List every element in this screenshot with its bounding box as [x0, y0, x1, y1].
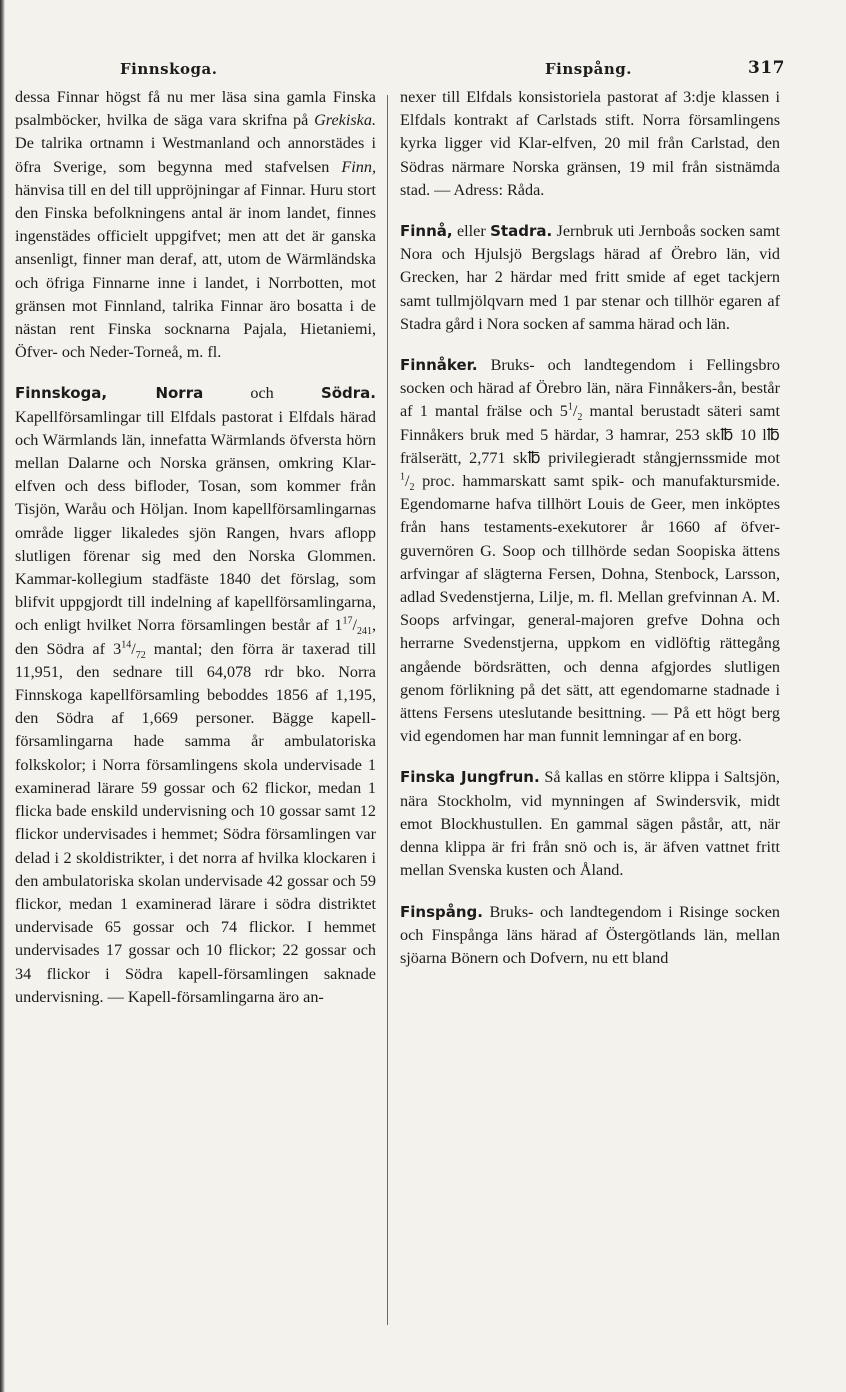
- running-head-right: Finspång.: [545, 60, 633, 78]
- entry-heading: Stadra.: [490, 222, 553, 241]
- entry-finspang: Finspång. Bruks- och landtegendom i Risinge socken och Finspånga läns härad af Östergötlands län, mellan sjöarna Bönern och Dofvern, nu ett bland: [400, 902, 780, 967]
- paragraph-finnar: dessa Finnar högst få nu mer läsa sina gamla Finska psalmböcker, hvilka de säga vara skrifna på Grekiska. De talrika ortnamn i Westmanland och annorstädes i öfra Sverige, som begynna med stafvelsen Finn, hänvisa till en del till uppröjningar af Finnar. Huru stort den Finska befolkningens antal är inom landet, finnes ingenstädes officielt uppgifvet; men att det är ganska ansenligt, finner man deraf, att, utom de Wärmländska och öfriga Finnarne inne i landet, i Norrbotten, mot gränsen mot Finnland, talrika Finnar äro bosatta i de nästan rent Finska socknarna Pajala, Hietaniemi, Öfver- och Neder-Torneå, m. fl.: [15, 88, 376, 362]
- entry-heading: Södra.: [320, 384, 377, 403]
- column-divider: [387, 95, 388, 1325]
- entry-finna: Finnå, eller Stadra. Jernbruk uti Jernboås socken samt Nora och Hjulsjö Bergslags härad af Örebro län, vid Grecken, har 2 härdar med fritt smide af eget tackjern samt tullmjölqvarn med 1 par stenar och tillhör egaren af Stadra gård i Nora socken af samma härad och län.: [400, 222, 780, 333]
- page-number: 317: [748, 58, 785, 78]
- entry-heading: Finnåker.: [400, 356, 478, 375]
- entry-heading: Finnå,: [400, 222, 453, 241]
- left-column: [15, 86, 376, 1009]
- right-column: [400, 86, 780, 970]
- entry-finnaker: Finnåker. Bruks- och landtegendom i Fellingsbro socken och härad af Örebro län, nära Finnåkers-ån, består af 1 mantal frälse och $5^1/_2$ mantal berustadt säteri samt Finnåkers bruk med 5 härdar, 3 hamrar, 253 sk℔ 10 l℔ frälserätt, 2,771 sk℔ privilegieradt stångjernssmide mot $^1/_2$ proc. hammarskatt samt spik- och manufaktursmide. Egendomarne hafva tillhört Louis de Geer, men inköptes från hans testaments-exekutorer år 1660 af öfver-guvernören G. Soop och tillhörde sedan Soopiska ättens arfvingar af slägterna Fersen, Dohna, Stenbock, Larsson, adlad Svedenstjerna, Lilje, m. fl. Mellan grefvinnan A. M. Soops arfvingar, general-majoren grefve Dohna och herrarne Svedenstjerna, uppkom en vidlöftig rättegång angående bördsrätten, och denna afgjordes slutligen genom förlikning på det sätt, att egendomarne stadnade i ättens Fersens uteslutande besittning. — På ett högt berg vid egendomen har man funnit lemningar af en borg.: [400, 356, 781, 746]
- running-head-left: Finnskoga.: [120, 60, 218, 78]
- page-binding-edge: [0, 0, 5, 1392]
- entry-finska-jungfrun: Finska Jungfrun. Så kallas en större klippa i Saltsjön, nära Stockholm, vid mynningen af Swindersvik, midt emot Blockhustullen. En gammal sägen påstår, att, när denna klippa är fri från snö och is, är äfven vattnet fritt mellan Svenska kusten och Åland.: [400, 768, 780, 880]
- entry-heading: Finnskoga, Norra: [15, 384, 204, 403]
- entry-heading: Finspång.: [400, 902, 483, 921]
- entry-heading: Finska Jungfrun.: [400, 768, 540, 787]
- paragraph-continuation: nexer till Elfdals konsistoriela pastorat af 3:dje klassen i Elfdals kontrakt af Carlstads stift. Norra församlingens kyrka ligger vid Klar-elfven, 20 mil från Carlstad, den Södras närmare Norska gränsen, 19 mil från sistnämda stad. — Adress: Råda.: [400, 88, 780, 199]
- entry-finnskoga: Finnskoga, Norra och Södra. Kapellförsamlingar till Elfdals pastorat i Elfdals härad och Wärmlands län, innefatta Wärmlands öfversta hörn mellan Dalarne och Norska gränsen, omkring Klar-elfven och dess bifloder, Tosan, som kommer från Tisjön, Waråu och Höljan. Inom kapellförsamlingarnas område ligger likaledes sjön Rangen, hvars aflopp slutligen förenar sig med den Norska Glommen. Kammar-kollegium stadfäste 1840 det förslag, som blifvit uppgjordt till indelning af kapellförsamlingarna, och enligt hvilket Norra församlingen består af $1^{17}/_{241}$, den Södra af $3^{14}/_{72}$ mantal; den förra är taxerad till 11,951, den sednare till 64,078 rdr bko. Norra Finnskoga kapellförsamling beboddes 1856 af 1,195, den Södra af 1,669 personer. Bägge kapell-församlingarna hade samma år ambulatoriska folkskolor; i Norra församlingens skola undervisade 1 examinerad lärare 59 gossar och 62 flickor, medan 1 flicka bade enskild undervisning och 10 gossar samt 12 flickor undervisades i hemmet; Södra församlingen var delad i 2 skoldistrikter, i det norra af hvilka klockaren i den ambulatoriska skolan undervisade 42 gossar och 59 flickor, medan 1 examinerad lärare i södra distriktet undervisade 65 gossar och 74 flickor. I hemmet undervisades 17 gossar och 10 flickor; 22 gossar och 34 flickor i Södra kapell-församlingen saknade undervisning. — Kapell-församlingarna äro an-: [15, 384, 377, 1006]
